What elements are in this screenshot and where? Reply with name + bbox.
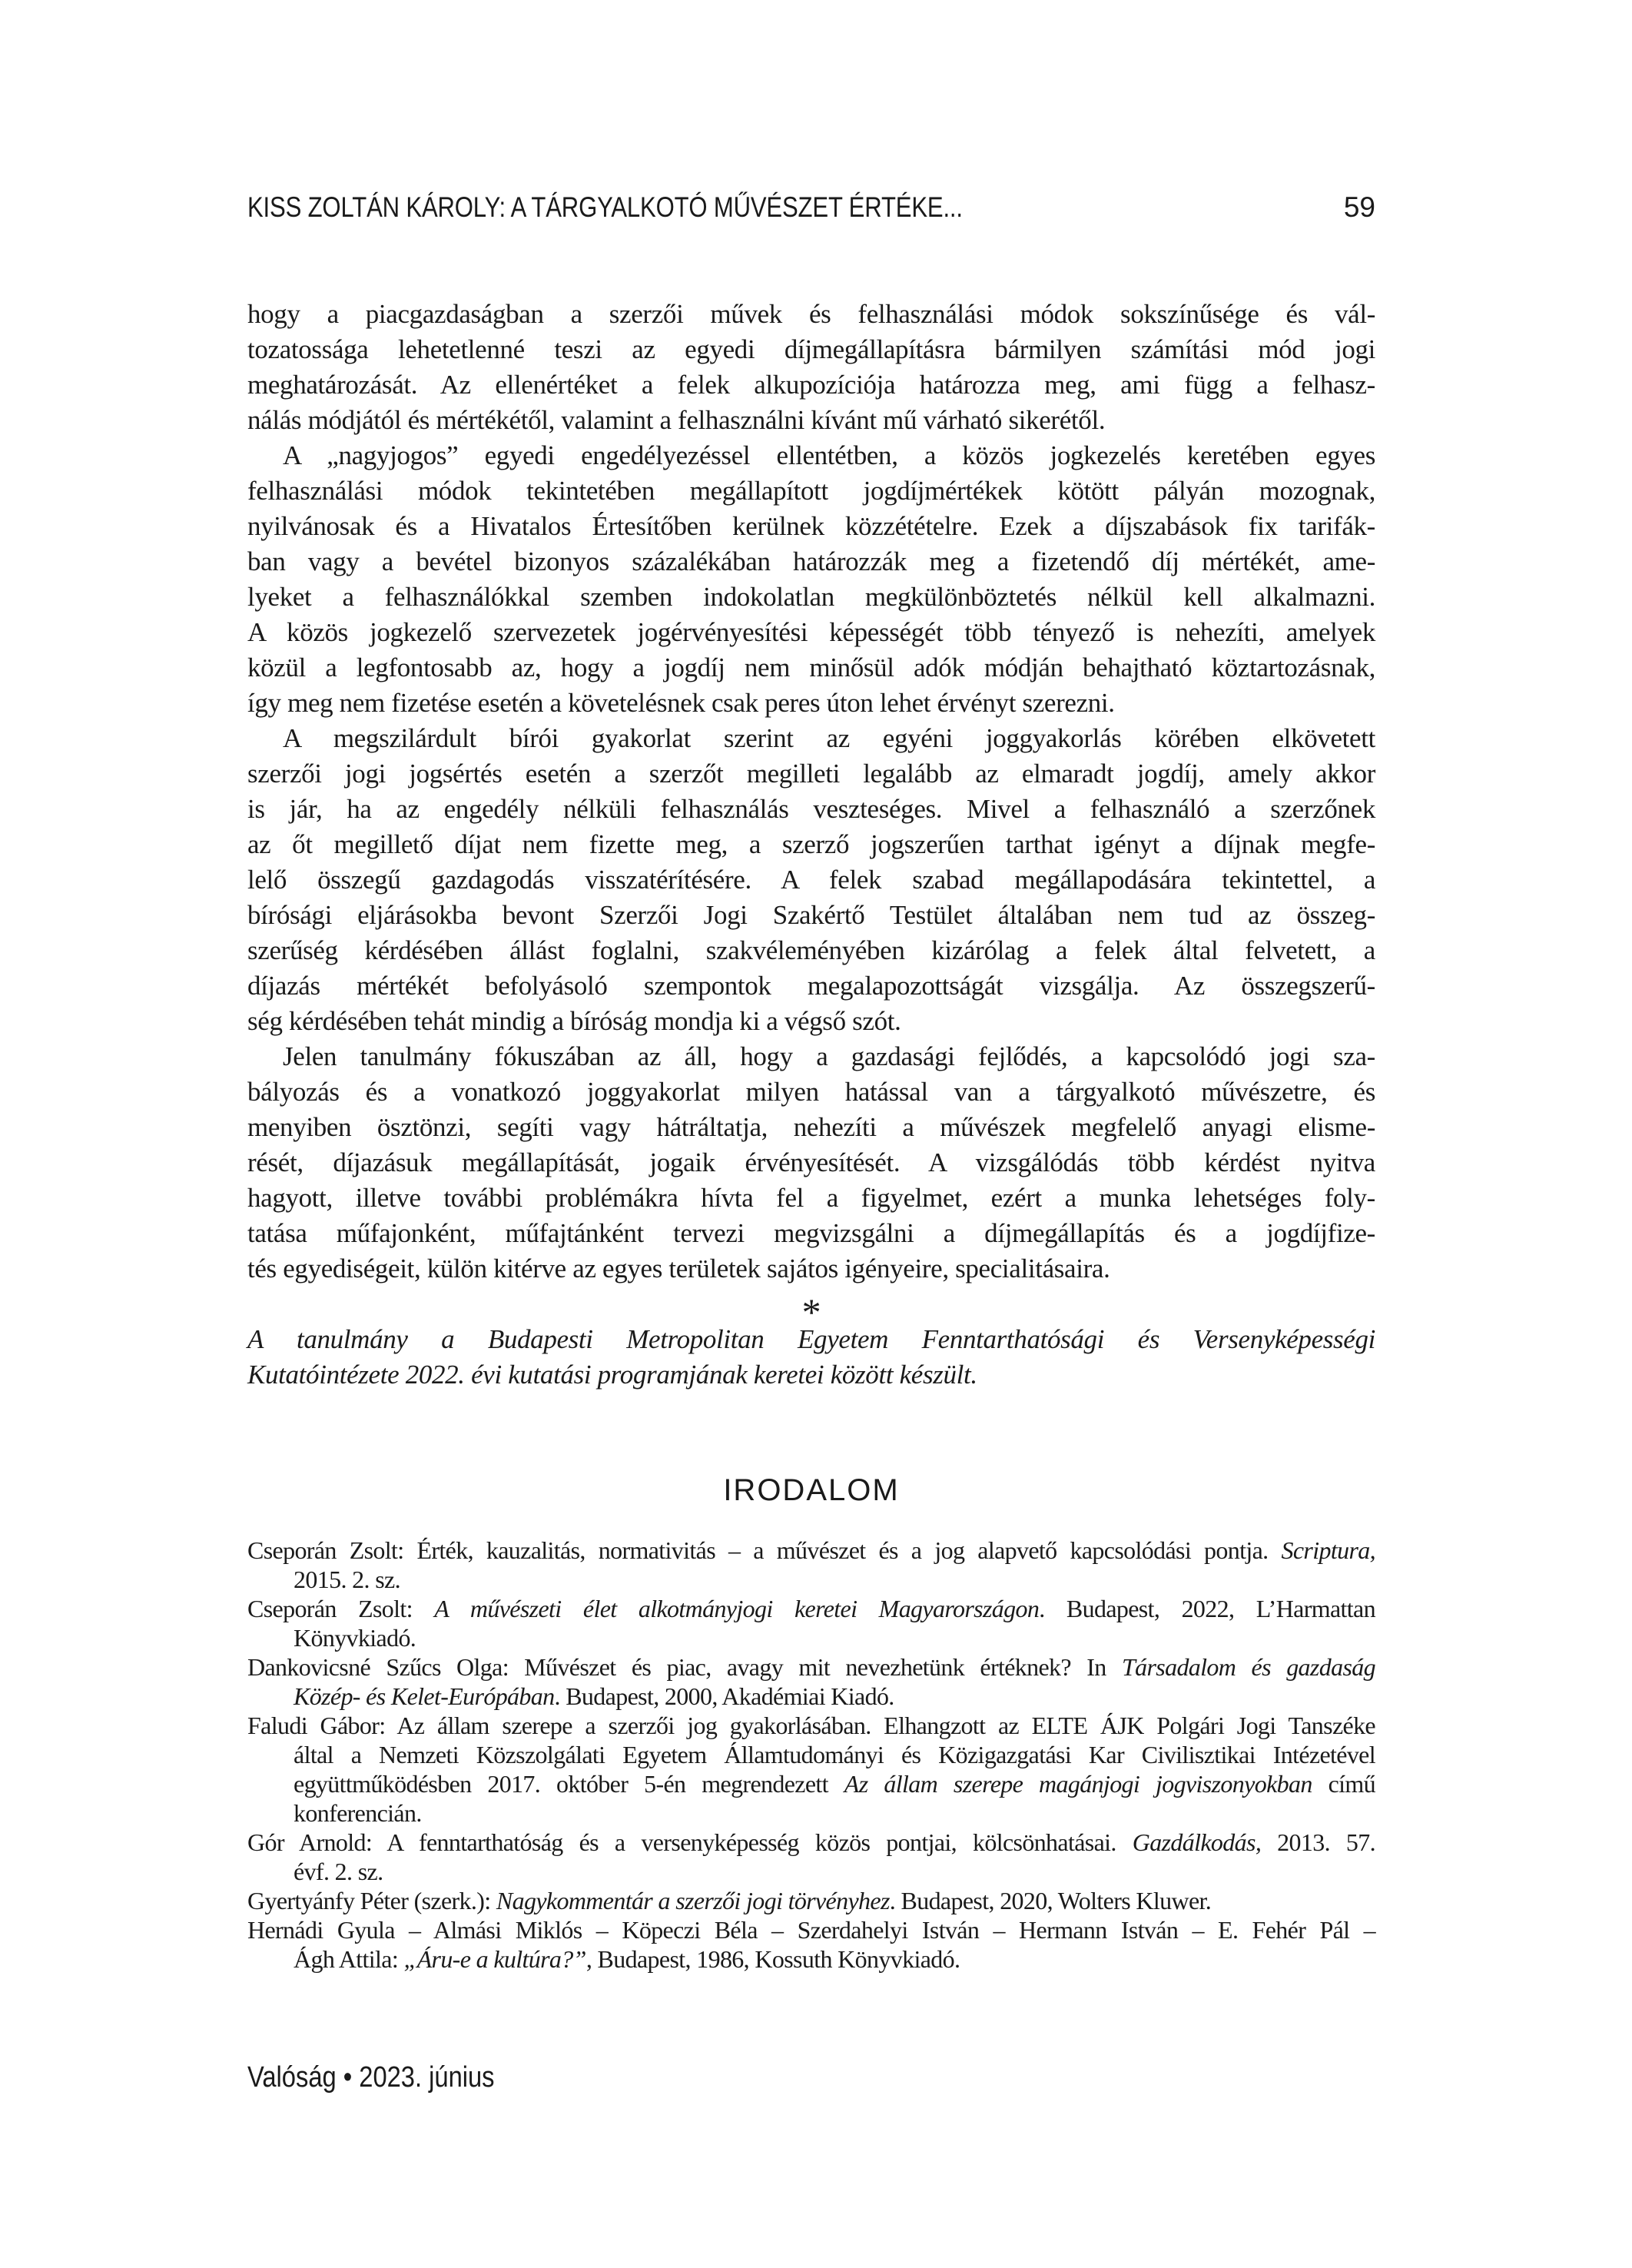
text-line: konferencián.: [294, 1799, 422, 1827]
running-header-title: KISS ZOLTÁN KÁROLY: A TÁRGYALKOTÓ MŰVÉSZET ÉRTÉKE...: [247, 191, 963, 223]
bibliography-entry-4: [247, 1711, 1375, 1828]
text-line: tatása műfajonként, műfajtánként tervezi megvizsgálni a díjmegállapítás és a jogdíjfize-: [247, 1218, 1375, 1248]
page-footer: [247, 2061, 535, 2094]
text-line: felhasználási módok tekintetében megállapított jogdíjmértékek kötött pályán mozognak,: [247, 476, 1375, 506]
bibliography-entry-3: [247, 1652, 1375, 1711]
section-separator: [247, 1287, 1375, 1333]
text-line: lelő összegű gazdagodás visszatérítésére. A felek szabad megállapodására tekintettel, a: [247, 865, 1375, 895]
literature-section: [247, 1473, 1375, 1974]
text-line: díjazás mértékét befolyásoló szempontok megalapozottságát vizsgálja. Az összegszerű-: [247, 971, 1375, 1001]
text-line: bályozás és a vonatkozó joggyakorlat milyen hatással van a tárgyalkotó művészetre, és: [247, 1077, 1375, 1107]
page-number: 59: [1343, 191, 1375, 223]
text-line: együttműködésben 2017. október 5-én megrendezett Az állam szerepe magánjogi jogviszonyokban című: [294, 1770, 1375, 1798]
bibliography-entry-1: [247, 1536, 1375, 1594]
text-line: tés egyediségeit, külön kitérve az egyes területek sajátos igényeire, specialitásaira.: [247, 1254, 1110, 1283]
text-line: Cseporán Zsolt: Érték, kauzalitás, normativitás – a művészet és a jog alapvető kapcsolódási pontja. Scriptura,: [247, 1536, 1375, 1564]
text-line: Gyertyánfy Péter (szerk.): Nagykommentár a szerzői jogi törvényhez. Budapest, 2020, Wolters Kluwer.: [247, 1887, 1212, 1914]
text-line: Jelen tanulmány fókuszában az áll, hogy a gazdasági fejlődés, a kapcsolódó jogi sza-: [283, 1041, 1375, 1071]
text-line: így meg nem fizetése esetén a követelésnek csak peres úton lehet érvényt szerezni.: [247, 688, 1115, 718]
text-line: Kutatóintézete 2022. évi kutatási programjának keretei között készült.: [247, 1360, 977, 1390]
text-line: hagyott, illetve további problémákra hívta fel a figyelmet, ezért a munka lehetséges foly-: [247, 1183, 1375, 1213]
text-line: menyiben ösztönzi, segíti vagy hátráltatja, nehezíti a művészek megfelelő anyagi elisme-: [247, 1112, 1375, 1142]
asterisk-separator-glyph: *: [801, 1290, 821, 1333]
text-line: rését, díjazásuk megállapítását, jogaik érvényesítését. A vizsgálódás több kérdést nyitva: [247, 1147, 1375, 1177]
bibliography-entry-2: [247, 1594, 1375, 1652]
text-line: ség kérdésében tehát mindig a bíróság mondja ki a végső szót.: [247, 1006, 901, 1036]
text-line: A megszilárdult bírói gyakorlat szerint az egyéni joggyakorlás körében elkövetett: [283, 723, 1375, 753]
paragraph-3: [247, 721, 1375, 1039]
text-line: közül a legfontosabb az, hogy a jogdíj nem minősül adók módján behajtható köztartozásnak,: [247, 653, 1375, 682]
bibliography-list: [247, 1536, 1375, 1974]
journal-footer-text: Valóság • 2023. június: [247, 2061, 495, 2094]
running-header: [247, 192, 1375, 223]
text-line: Hernádi Gyula – Almási Miklós – Köpeczi Béla – Szerdahelyi István – Hermann István – E. Fehér Pál –: [247, 1916, 1375, 1944]
text-line: is jár, ha az engedély nélküli felhasználás veszteséges. Mivel a felhasználó a szerzőnek: [247, 794, 1375, 824]
text-line: Cseporán Zsolt: A művészeti élet alkotmányjogi keretei Magyarországon. Budapest, 2022, L’Harmattan: [247, 1595, 1375, 1622]
bibliography-entry-6: [247, 1886, 1375, 1915]
bibliography-entry-7: [247, 1915, 1375, 1974]
text-line: A közös jogkezelő szervezetek jogérvényesítési képességét több tényező is nehezíti, amelyek: [247, 617, 1375, 647]
text-line: Dankovicsné Szűcs Olga: Művészet és piac, avagy mit nevezhetünk értéknek? In Társadalom és gazdaság: [247, 1653, 1375, 1681]
text-line: Könyvkiadó.: [294, 1624, 416, 1652]
text-line: Ágh Attila: „Áru-e a kultúra?”, Budapest, 1986, Kossuth Könyvkiadó.: [294, 1945, 960, 1973]
text-line: Faludi Gábor: Az állam szerepe a szerzői jog gyakorlásában. Elhangzott az ELTE ÁJK Polgári Jogi Tanszéke: [247, 1712, 1375, 1739]
text-line: Közép- és Kelet-Európában. Budapest, 2000, Akadémiai Kiadó.: [294, 1682, 894, 1710]
text-line: szerűség kérdésében állást foglalni, szakvéleményében kizárólag a felek által felvetett, a: [247, 935, 1375, 965]
text-line: lyeket a felhasználókkal szemben indokolatlan megkülönböztetés nélkül kell alkalmazni.: [247, 582, 1375, 612]
literature-heading: IRODALOM: [723, 1473, 900, 1507]
text-line: A tanulmány a Budapesti Metropolitan Egyetem Fenntarthatósági és Versenyképességi: [247, 1324, 1375, 1354]
text-line: Gór Arnold: A fenntarthatóság és a versenyképesség közös pontjai, kölcsönhatásai. Gazdálkodás, 2013. 57.: [247, 1828, 1375, 1856]
text-line: A „nagyjogos” egyedi engedélyezéssel ellentétben, a közös jogkezelés keretében egyes: [283, 440, 1375, 470]
text-line: bírósági eljárásokba bevont Szerzői Jogi Szakértő Testület általában nem tud az összeg-: [247, 900, 1375, 930]
text-line: nyilvánosak és a Hivatalos Értesítőben kerülnek közzétételre. Ezek a díjszabások fix tarifák-: [247, 511, 1375, 541]
bibliography-entry-5: [247, 1828, 1375, 1886]
text-line: meghatározását. Az ellenértéket a felek alkupozíciója határozza meg, ami függ a felhasz-: [247, 370, 1375, 400]
text-line: az őt megillető díjat nem fizette meg, a szerző jogszerűen tarthat igényt a díjnak megfe-: [247, 829, 1375, 859]
text-line: évf. 2. sz.: [294, 1858, 383, 1885]
text-line: nálás módjától és mértékétől, valamint a felhasználni kívánt mű várható sikerétől.: [247, 405, 1106, 435]
text-line: hogy a piacgazdaságban a szerzői művek és felhasználási módok sokszínűsége és vál-: [247, 299, 1375, 329]
paragraph-4: [247, 1039, 1375, 1287]
paragraph-1: [247, 297, 1375, 438]
text-line: szerzői jogi jogsértés esetén a szerzőt megilleti legalább az elmaradt jogdíj, amely akkor: [247, 759, 1375, 789]
text-line: 2015. 2. sz.: [294, 1566, 400, 1593]
article-body: [247, 297, 1375, 1393]
paragraph-2: [247, 438, 1375, 721]
text-line: által a Nemzeti Közszolgálati Egyetem Államtudományi és Közigazgatási Kar Civilisztikai Intézetével: [294, 1741, 1375, 1768]
text-line: ban vagy a bevétel bizonyos százalékában határozzák meg a fizetendő díj mértékét, ame-: [247, 546, 1375, 576]
text-line: tozatossága lehetetlenné teszi az egyedi díjmegállapításra bármilyen számítási mód jogi: [247, 334, 1375, 364]
